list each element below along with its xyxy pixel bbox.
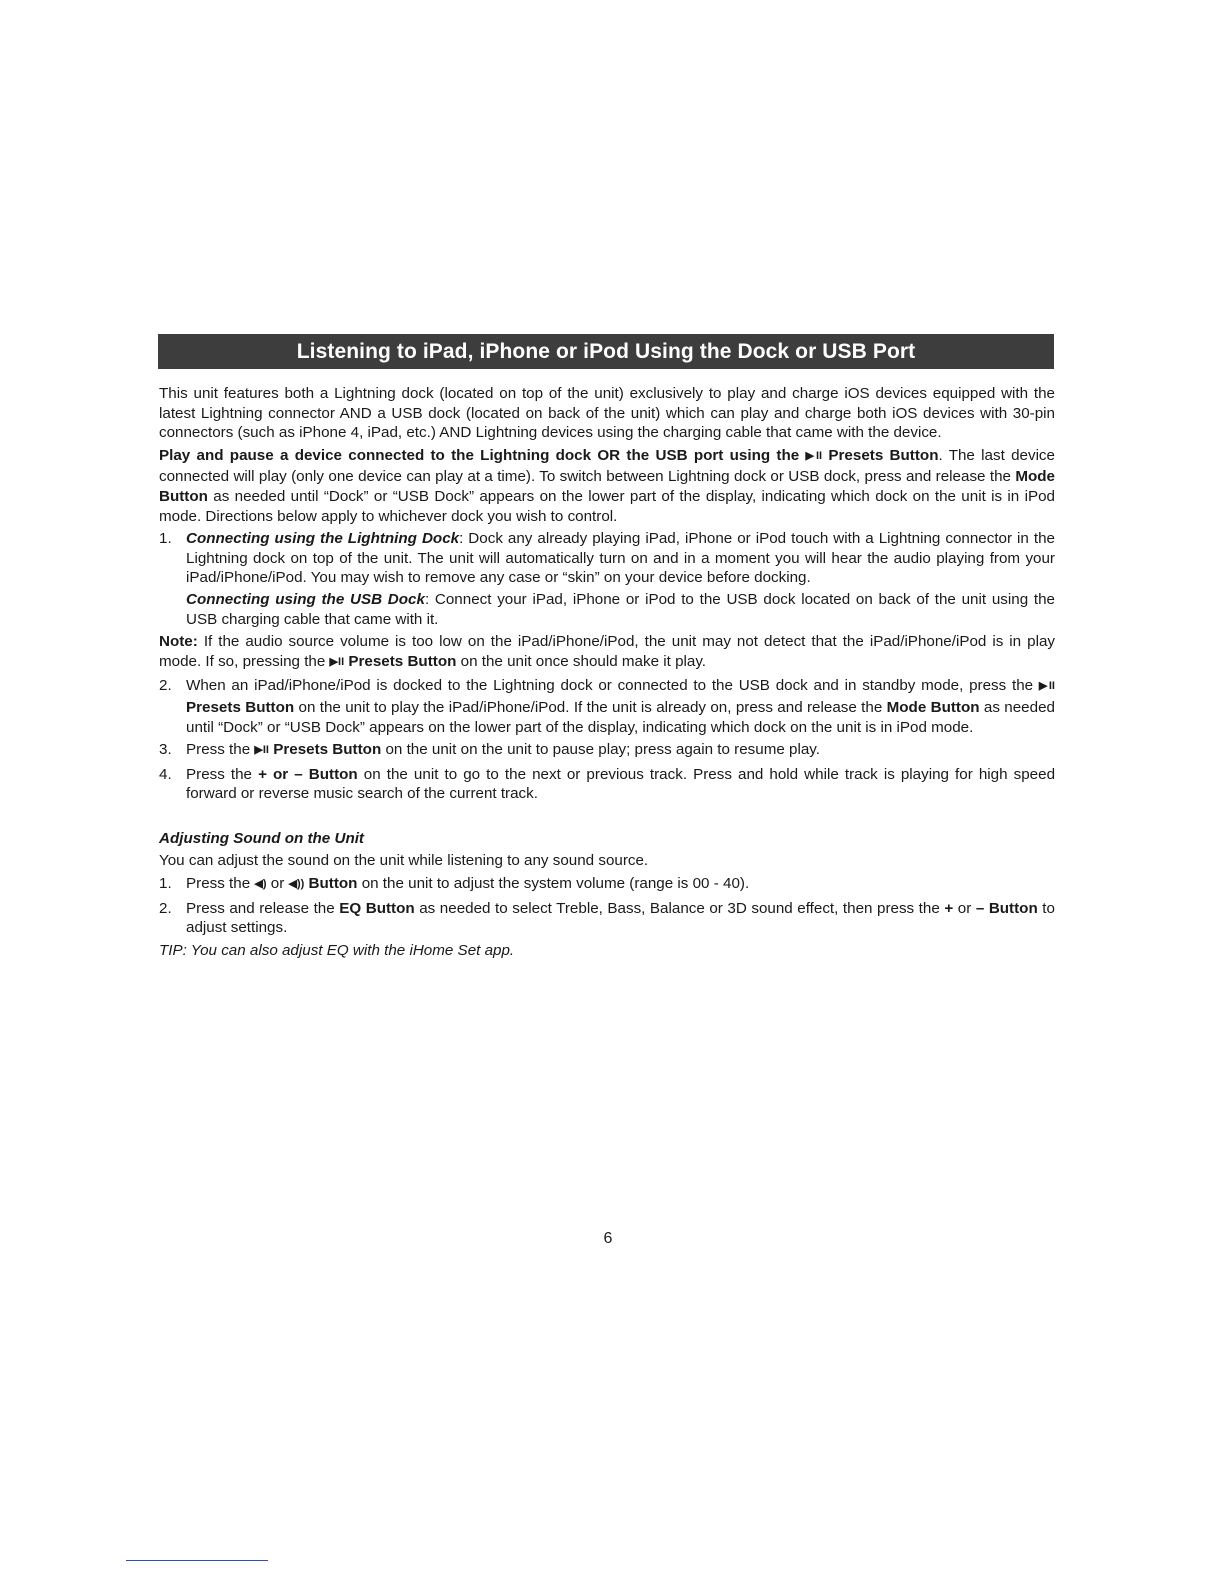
play-pause-text-2: as needed until “Dock” or “USB Dock” appears on the lower part of the display, indicating which dock on the unit is in iPod mode. Directions below apply to whichever dock you wish to control. [159, 487, 1055, 525]
volume-button-label: Button [308, 875, 358, 893]
adjust-sound-intro: You can adjust the sound on the unit while listening to any sound source. [159, 852, 649, 870]
item2-text-2: on the unit to play the iPad/iPhone/iPod. If the unit is already on, press and release the [298, 698, 883, 716]
presets-button-label: Presets Button [273, 741, 382, 759]
plus-label: + [944, 899, 954, 917]
lightning-dock-text: : Dock any already playing iPad, iPhone or iPod touch with a Lightning connector in the Lightning dock on top of the unit. The unit will automatically turn on and in a moment you will hear the audio playing from your iPad/iPhone/iPod. You may wish to remove any case or “skin” on your device before docking. [186, 530, 1055, 587]
item3-text-1: Press the [186, 741, 251, 759]
note-text-2: on the unit once should make it play. [460, 652, 707, 670]
adjust2-or: or [957, 899, 972, 917]
adjust-list-item-1 [159, 874, 1055, 896]
item4-text-2: on the unit to go to the next or previous track. Press and hold while track is playing for high speed forward or reverse music search of the current track. [186, 765, 1056, 803]
usb-dock-title: Connecting using the USB Dock [186, 590, 425, 608]
adjust2-text-1: Press and release the [186, 899, 335, 917]
play-pause-icon: ▶II [805, 449, 823, 462]
play-pause-text-1: . The last device connected will play (only one device can play at a time). To switch between Lightning dock or USB dock, press and release the [159, 446, 1055, 486]
adjust1-or: or [270, 875, 285, 893]
presets-button-label: Presets Button [186, 698, 295, 716]
list-number: 2. [159, 677, 172, 695]
play-pause-icon: ▶II [1038, 680, 1055, 693]
adjust1-text-2: on the unit to adjust the system volume (range is 00 - 40). [361, 875, 750, 893]
lightning-dock-instructions [186, 529, 1055, 588]
volume-down-icon: ◀) [254, 878, 267, 891]
footnote-rule [126, 1560, 268, 1561]
note-label: Note: [159, 633, 198, 651]
mode-button-label: Mode Button [159, 468, 1055, 505]
tip-text: TIP: You can also adjust EQ with the iHome Set app. [159, 941, 515, 959]
section-title: Listening to iPad, iPhone or iPod Using the Dock or USB Port [296, 339, 916, 363]
note-text-1: If the audio source volume is too low on the iPad/iPhone/iPod, the unit may not detect that the iPad/iPhone/iPod is in play mode. If so, pressing the [159, 633, 1055, 670]
section-banner [158, 334, 1054, 369]
play-pause-paragraph [159, 446, 1055, 526]
play-pause-icon: ▶II [254, 744, 269, 757]
item2-text-1: When an iPad/iPhone/iPod is docked to the Lightning dock or connected to the USB dock and in standby mode, press the [186, 677, 1034, 695]
minus-button-label: – Button [975, 899, 1038, 917]
lightning-dock-title: Connecting using the Lightning Dock [186, 530, 460, 548]
usb-dock-instructions [186, 590, 1055, 629]
list-number: 4. [159, 765, 172, 783]
list-number: 1. [159, 530, 172, 548]
page-number: 6 [603, 1230, 613, 1247]
note-paragraph [159, 632, 1055, 673]
list-number: 1. [159, 875, 172, 893]
usb-dock-text: : Connect your iPad, iPhone or iPod to the USB dock located on back of the unit using the USB charging cable that came with it. [186, 590, 1055, 628]
intro-paragraph: This unit features both a Lightning dock (located on top of the unit) exclusively to play and charge iOS devices equipped with the latest Lightning connector AND a USB dock (located on back of the unit) which can play and charge both iOS devices with 30-pin connectors (such as iPhone 4, iPad, etc.) AND Lightning devices using the charging cable that came with the device. [159, 385, 1055, 442]
list-item-3 [159, 740, 1055, 762]
play-pause-lead: Play and pause a device connected to the Lightning dock OR the USB port using the [159, 446, 800, 464]
list-number: 2. [159, 899, 172, 917]
list-item-2 [159, 676, 1055, 737]
adjust1-text-1: Press the [186, 875, 251, 893]
list-number: 3. [159, 741, 172, 759]
item4-text-1: Press the [186, 765, 253, 783]
play-pause-icon: ▶II [329, 655, 345, 668]
list-item-1 [159, 529, 1055, 629]
adjust-list-item-2 [159, 899, 1055, 938]
list-item-4 [159, 765, 1055, 804]
plus-minus-button-label: + or – Button [258, 765, 358, 783]
item2-text-3: as needed until “Dock” or “USB Dock” appears on the lower part of the display, indicating which dock on the unit is in iPod mode. [186, 698, 1055, 736]
item3-text-2: on the unit on the unit to pause play; press again to resume play. [385, 741, 820, 759]
presets-button-label: Presets Button [828, 446, 939, 464]
volume-up-icon: ◀)) [288, 878, 305, 891]
adjust-sound-heading: Adjusting Sound on the Unit [159, 829, 364, 847]
page-content [159, 384, 1055, 960]
mode-button-label: Mode Button [886, 698, 980, 716]
adjust2-text-2: as needed to select Treble, Bass, Balance or 3D sound effect, then press the [419, 899, 940, 917]
presets-button-label: Presets Button [348, 652, 457, 670]
adjust2-text-3: to adjust settings. [186, 899, 1055, 937]
eq-button-label: EQ Button [339, 899, 415, 917]
